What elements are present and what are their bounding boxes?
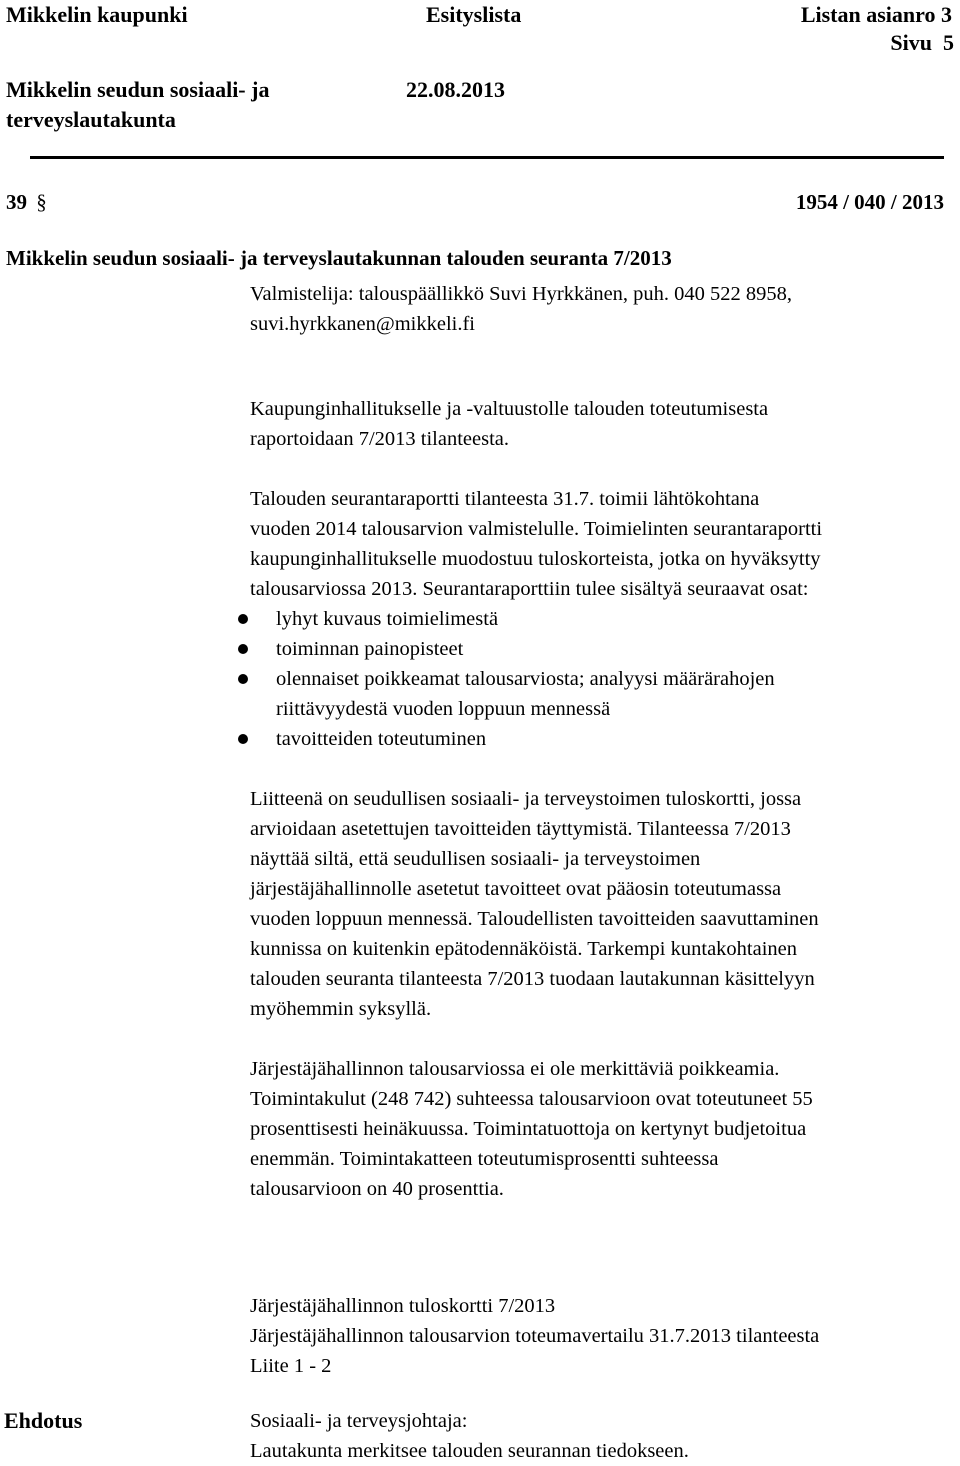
header-divider [30, 156, 944, 159]
list-item-text: toiminnan painopisteet [276, 638, 464, 660]
proposal-block [250, 1406, 950, 1466]
list-item [238, 604, 950, 634]
list-item-text: lyhyt kuvaus toimielimestä [276, 608, 499, 630]
header-date: 22.08.2013 [406, 77, 505, 102]
paragraph-line: raportoidaan 7/2013 tilanteesta. [250, 428, 510, 450]
paragraph-line: kunnissa on kuitenkin epätodennäköistä. Tarkempi kuntakohtainen [250, 938, 798, 960]
paragraph-line: vuoden 2014 talousarvion valmistelulle. Toimielinten seurantaraportti [250, 518, 823, 540]
report-contents-list [250, 604, 950, 754]
item-reference: 1954 / 040 / 2013 [795, 190, 944, 214]
paragraph-line: vuoden loppuun mennessä. Taloudellisten tavoitteiden saavuttaminen [250, 908, 819, 930]
proposal-label: Ehdotus [4, 1408, 83, 1433]
paragraph-line: talouden seuranta tilanteesta 7/2013 tuodaan lautakunnan käsittelyyn [250, 968, 815, 990]
bullet-icon [238, 674, 248, 684]
paragraph-line: talousarviossa 2013. Seurantaraporttiin tulee sisältyä seuraavat osat: [250, 578, 809, 600]
list-item [238, 724, 950, 754]
paragraph-line: enemmän. Toimintakatteen toteutumisprosentti suhteessa [250, 1148, 719, 1170]
paragraph-line: kaupunginhallitukselle muodostuu tuloskorteista, jotka on hyväksytty [250, 548, 821, 570]
item-title: Mikkelin seudun sosiaali- ja terveyslautakunnan talouden seuranta 7/2013 [6, 246, 672, 270]
header-doc-type: Esityslista [426, 2, 522, 27]
preparer-block [250, 279, 950, 339]
paragraph-1 [250, 394, 950, 454]
paragraph-4 [250, 1054, 950, 1204]
list-item [238, 634, 950, 664]
paragraph-line: prosenttisesti heinäkuussa. Toimintatuottoja on kertynyt budjetoitua [250, 1118, 807, 1140]
attachment-item: Liite 1 - 2 [250, 1355, 332, 1377]
bullet-icon [238, 644, 248, 654]
paragraph-line: talousarvioon on 40 prosenttia. [250, 1178, 504, 1200]
header-board-line1: Mikkelin seudun sosiaali- ja [6, 77, 270, 102]
paragraph-line: Kaupunginhallitukselle ja -valtuustolle talouden toteutumisesta [250, 398, 769, 420]
list-item [238, 664, 950, 724]
section-symbol: § [36, 190, 47, 214]
bullet-icon [238, 734, 248, 744]
paragraph-line: Talouden seurantaraportti tilanteesta 31.7. toimii lähtökohtana [250, 488, 760, 510]
header-city: Mikkelin kaupunki [6, 2, 188, 27]
header-page-label: Sivu 5 [890, 30, 954, 55]
item-number-value: 39 [6, 190, 27, 214]
paragraph-2 [250, 484, 950, 754]
paragraph-line: Liitteenä on seudullisen sosiaali- ja terveystoimen tuloskortti, jossa [250, 788, 802, 810]
paragraph-line: myöhemmin syksyllä. [250, 998, 432, 1020]
header-board-line2: terveyslautakunta [6, 107, 176, 132]
list-item-text: tavoitteiden toteutuminen [276, 728, 487, 750]
paragraph-line: näyttää siltä, että seudullisen sosiaali- ja terveystoimen [250, 848, 701, 870]
attachment-item: Järjestäjähallinnon talousarvion toteumavertailu 31.7.2013 tilanteesta [250, 1325, 820, 1347]
attachments-list [250, 1291, 950, 1381]
list-item-text: riittävyydestä vuoden loppuun mennessä [276, 698, 611, 720]
bullet-icon [238, 614, 248, 624]
list-item-text: olennaiset poikkeamat talousarviosta; analyysi määrärahojen [276, 668, 775, 690]
preparer-line: Valmistelija: talouspäällikkö Suvi Hyrkkänen, puh. 040 522 8958, [250, 283, 793, 305]
paragraph-line: Järjestäjähallinnon talousarviossa ei ole merkittäviä poikkeamia. [250, 1058, 780, 1080]
paragraph-line: järjestäjähallinnolle asetetut tavoitteet ovat pääosin toteutumassa [250, 878, 782, 900]
proposal-text: Lautakunta merkitsee talouden seurannan tiedokseen. [250, 1440, 689, 1462]
proposal-presenter: Sosiaali- ja terveysjohtaja: [250, 1410, 468, 1432]
attachment-item: Järjestäjähallinnon tuloskortti 7/2013 [250, 1295, 556, 1317]
paragraph-line: arvioidaan asetettujen tavoitteiden täyttymistä. Tilanteessa 7/2013 [250, 818, 791, 840]
paragraph-line: Toimintakulut (248 742) suhteessa talousarvioon ovat toteutuneet 55 [250, 1088, 813, 1110]
header-item-label: Listan asianro 3 [800, 2, 952, 27]
preparer-email: suvi.hyrkkanen@mikkeli.fi [250, 313, 475, 335]
paragraph-3 [250, 784, 950, 1024]
item-number [6, 192, 47, 213]
